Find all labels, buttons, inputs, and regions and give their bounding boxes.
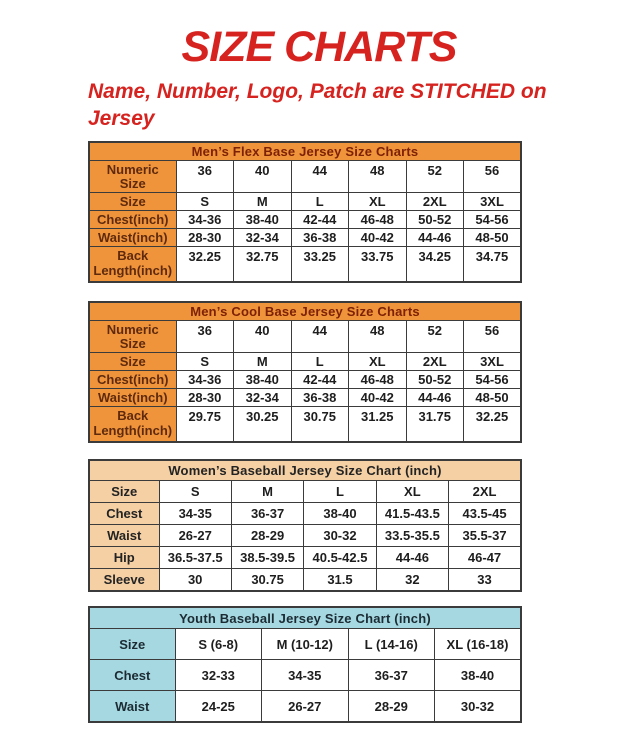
size-value: 46-47 <box>449 547 521 569</box>
table-title: Youth Baseball Jersey Size Chart (inch) <box>89 607 521 629</box>
size-value: 32 <box>376 569 448 591</box>
table-row <box>89 389 521 407</box>
size-value: 54-56 <box>464 211 522 229</box>
size-value: 40.5-42.5 <box>304 547 376 569</box>
size-value: 34.25 <box>406 247 464 282</box>
table-row <box>89 407 521 442</box>
size-value: 32.25 <box>176 247 234 282</box>
size-value: 32.25 <box>464 407 522 442</box>
size-value: 29.75 <box>176 407 234 442</box>
size-value: 2XL <box>449 481 521 503</box>
size-value: 48-50 <box>464 389 522 407</box>
size-value: L <box>304 481 376 503</box>
table-row <box>89 211 521 229</box>
size-value: 2XL <box>406 353 464 371</box>
size-value: 44 <box>291 160 349 193</box>
table-row <box>89 371 521 389</box>
row-label: Size <box>89 193 176 211</box>
size-value: 30-32 <box>435 691 522 722</box>
size-value: 30.75 <box>231 569 303 591</box>
size-value: 34-35 <box>262 660 349 691</box>
row-label: Size <box>89 481 159 503</box>
size-value: M <box>234 193 292 211</box>
table-title: Men’s Flex Base Jersey Size Charts <box>89 142 521 161</box>
size-value: 34-36 <box>176 371 234 389</box>
size-value: S (6-8) <box>175 629 262 660</box>
table-title: Women’s Baseball Jersey Size Chart (inch) <box>89 460 521 481</box>
size-value: L <box>291 193 349 211</box>
size-value: L (14-16) <box>348 629 435 660</box>
row-label: Waist <box>89 691 175 722</box>
size-tables-section <box>0 141 638 723</box>
row-label: Size <box>89 629 175 660</box>
size-value: 36-38 <box>291 389 349 407</box>
size-value: 33 <box>449 569 521 591</box>
size-value: 35.5-37 <box>449 525 521 547</box>
size-value: 28-29 <box>348 691 435 722</box>
size-value: 46-48 <box>349 211 407 229</box>
size-value: 3XL <box>464 193 522 211</box>
size-value: 34-36 <box>176 211 234 229</box>
size-value: 48 <box>349 160 407 193</box>
row-label: Chest(inch) <box>89 211 176 229</box>
table-row <box>89 320 521 353</box>
size-value: 36-37 <box>348 660 435 691</box>
size-value: 33.25 <box>291 247 349 282</box>
size-value: 44 <box>291 320 349 353</box>
table-row <box>89 247 521 282</box>
size-value: L <box>291 353 349 371</box>
row-label: Waist(inch) <box>89 389 176 407</box>
size-value: 36 <box>176 320 234 353</box>
size-value: S <box>176 193 234 211</box>
size-value: 38-40 <box>304 503 376 525</box>
youth-baseball-size-table <box>88 606 522 723</box>
page-title: SIZE CHARTS <box>181 23 457 71</box>
size-value: 36.5-37.5 <box>159 547 231 569</box>
size-value: 2XL <box>406 193 464 211</box>
row-label: Numeric Size <box>89 160 176 193</box>
row-label: Waist(inch) <box>89 229 176 247</box>
table-row <box>89 353 521 371</box>
size-value: 32-34 <box>234 229 292 247</box>
size-value: XL (16-18) <box>435 629 522 660</box>
table-row <box>89 193 521 211</box>
table-row <box>89 629 521 660</box>
size-value: 43.5-45 <box>449 503 521 525</box>
size-value: 24-25 <box>175 691 262 722</box>
row-label: Chest <box>89 503 159 525</box>
size-value: 33.5-35.5 <box>376 525 448 547</box>
row-label: Chest(inch) <box>89 371 176 389</box>
size-value: 52 <box>406 160 464 193</box>
size-value: 44-46 <box>406 229 464 247</box>
size-value: 28-29 <box>231 525 303 547</box>
size-value: 56 <box>464 320 522 353</box>
table-row <box>89 525 521 547</box>
row-label: Size <box>89 353 176 371</box>
size-value: 42-44 <box>291 211 349 229</box>
size-value: 32.75 <box>234 247 292 282</box>
size-value: M (10-12) <box>262 629 349 660</box>
table-row <box>89 547 521 569</box>
size-value: XL <box>376 481 448 503</box>
size-value: 31.5 <box>304 569 376 591</box>
table-title: Men’s Cool Base Jersey Size Charts <box>89 302 521 321</box>
size-value: 34.75 <box>464 247 522 282</box>
row-label: Back Length(inch) <box>89 407 176 442</box>
size-value: 48 <box>349 320 407 353</box>
size-value: 38-40 <box>234 371 292 389</box>
size-value: 31.75 <box>406 407 464 442</box>
size-value: M <box>231 481 303 503</box>
size-value: 28-30 <box>176 389 234 407</box>
size-value: 40 <box>234 320 292 353</box>
size-value: 50-52 <box>406 371 464 389</box>
size-value: XL <box>349 193 407 211</box>
table-row <box>89 481 521 503</box>
size-value: 38-40 <box>435 660 522 691</box>
size-value: 40-42 <box>349 229 407 247</box>
size-value: 28-30 <box>176 229 234 247</box>
table-row <box>89 229 521 247</box>
size-value: S <box>176 353 234 371</box>
size-value: 44-46 <box>406 389 464 407</box>
table-row <box>89 160 521 193</box>
size-value: 26-27 <box>159 525 231 547</box>
size-value: 30-32 <box>304 525 376 547</box>
table-row <box>89 569 521 591</box>
row-label: Waist <box>89 525 159 547</box>
size-value: 26-27 <box>262 691 349 722</box>
stitched-note: Name, Number, Logo, Patch are STITCHED on Jersey <box>88 80 547 130</box>
size-value: 41.5-43.5 <box>376 503 448 525</box>
size-value: 44-46 <box>376 547 448 569</box>
row-label: Sleeve <box>89 569 159 591</box>
size-value: 36-37 <box>231 503 303 525</box>
size-value: 42-44 <box>291 371 349 389</box>
row-label: Back Length(inch) <box>89 247 176 282</box>
table-row <box>89 691 521 722</box>
size-value: 56 <box>464 160 522 193</box>
size-value: 54-56 <box>464 371 522 389</box>
size-value: 38.5-39.5 <box>231 547 303 569</box>
mens-cool-base-size-table <box>88 301 522 443</box>
size-value: 52 <box>406 320 464 353</box>
size-value: 30 <box>159 569 231 591</box>
size-value: 32-34 <box>234 389 292 407</box>
size-value: 38-40 <box>234 211 292 229</box>
size-value: S <box>159 481 231 503</box>
table-row <box>89 503 521 525</box>
size-value: 40 <box>234 160 292 193</box>
table-row <box>89 660 521 691</box>
size-value: 36 <box>176 160 234 193</box>
size-value: 34-35 <box>159 503 231 525</box>
womens-baseball-size-table <box>88 459 522 592</box>
size-value: 48-50 <box>464 229 522 247</box>
mens-flex-base-size-table <box>88 141 522 283</box>
size-value: XL <box>349 353 407 371</box>
size-value: 46-48 <box>349 371 407 389</box>
size-value: 50-52 <box>406 211 464 229</box>
row-label: Numeric Size <box>89 320 176 353</box>
size-value: 32-33 <box>175 660 262 691</box>
size-value: M <box>234 353 292 371</box>
size-value: 30.25 <box>234 407 292 442</box>
size-value: 33.75 <box>349 247 407 282</box>
size-value: 36-38 <box>291 229 349 247</box>
row-label: Hip <box>89 547 159 569</box>
row-label: Chest <box>89 660 175 691</box>
size-value: 30.75 <box>291 407 349 442</box>
size-value: 31.25 <box>349 407 407 442</box>
size-value: 3XL <box>464 353 522 371</box>
size-value: 40-42 <box>349 389 407 407</box>
